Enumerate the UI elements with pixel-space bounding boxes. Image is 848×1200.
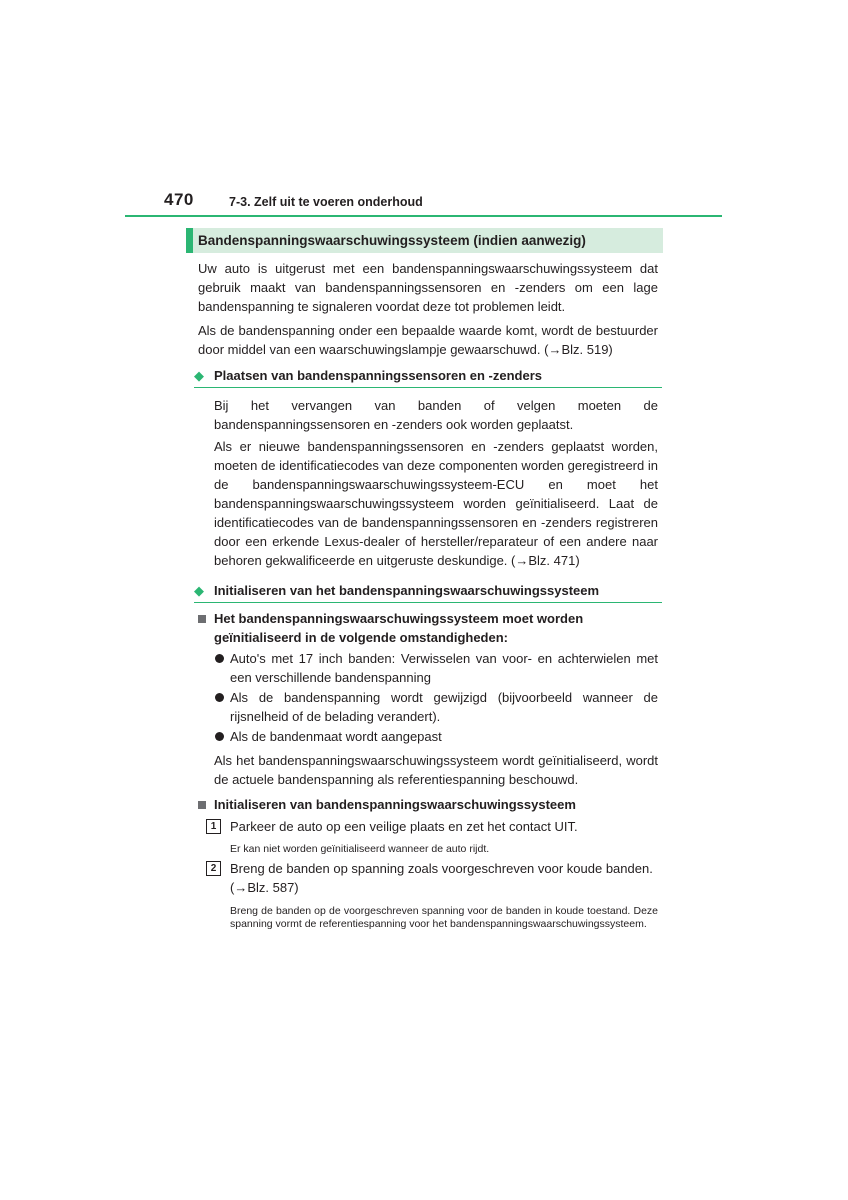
after-bullets-paragraph: Als het bandenspanningswaarschuwingssysteem wordt geïnitialiseerd, wordt de actuele bandenspanning als referentiespanning beschouwd. xyxy=(214,753,658,787)
conditions-list xyxy=(214,649,658,747)
section-title: Bandenspanningswaarschuwingssysteem (indien aanwezig) xyxy=(198,233,586,248)
square-heading-text: Het bandenspanningswaarschuwingssysteem moet worden geïnitialiseerd in de volgende omstandigheden: xyxy=(214,611,584,645)
square-heading-text: Initialiseren van bandenspanningswaarschuwingssysteem xyxy=(214,797,576,812)
list-item: Als de bandenmaat wordt aangepast xyxy=(214,727,658,746)
section-title-box xyxy=(186,228,663,253)
bullet-dot-icon xyxy=(215,693,224,702)
subheading-sensors xyxy=(194,365,662,388)
square-bullet-icon xyxy=(198,801,206,809)
step-text: Breng de banden op spanning zoals voorgeschreven voor koude banden. (→Blz. 587) xyxy=(230,861,653,895)
subheading-label: Plaatsen van bandenspanningssensoren en -zenders xyxy=(214,368,542,383)
list-item: Auto's met 17 inch banden: Verwisselen van voor- en achterwielen met een verschillende bandenspanning xyxy=(214,649,658,687)
step-number: 2 xyxy=(206,861,221,876)
subheading-label: Initialiseren van het bandenspanningswaarschuwingssysteem xyxy=(214,583,600,598)
step-1-note: Er kan niet worden geïnitialiseerd wanneer de auto rijdt. xyxy=(230,843,490,855)
page-number: 470 xyxy=(164,190,194,209)
diamond-icon: ◆ xyxy=(194,583,204,598)
bullet-dot-icon xyxy=(215,654,224,663)
square-bullet-icon xyxy=(198,615,206,623)
step-text: Parkeer de auto op een veilige plaats en zet het contact UIT. xyxy=(230,819,578,834)
step-number: 1 xyxy=(206,819,221,834)
bullet-dot-icon xyxy=(215,732,224,741)
sensors-paragraph-2: Als er nieuwe bandenspanningssensoren en -zenders geplaatst worden, moeten de identificatiecodes van deze componenten worden geregistreerd in de bandenspanningswaarschuwingssysteem-ECU en moet het bandenspanningswaarschuwingssysteem worden geïnitialiseerd. Laat de identificatiecodes van de bandenspanningssensoren en -zenders registreren door een erkende Lexus-dealer of hersteller/reparateur of een andere naar behoren gekwalificeerde en uitgeruste deskundige. (→Blz. 471) xyxy=(214,439,658,568)
header-divider xyxy=(125,215,722,217)
page-content xyxy=(186,228,666,930)
intro-paragraph-2: Als de bandenspanning onder een bepaalde waarde komt, wordt de bestuurder door middel van een waarschuwingslampje gewaarschuwd. (→Blz. 519) xyxy=(198,323,658,357)
page-header xyxy=(0,0,848,220)
diamond-icon: ◆ xyxy=(194,368,204,383)
step-2-note: Breng de banden op de voorgeschreven spanning voor de banden in koude toestand. Deze spanning vormt de referentiespanning voor het bandenspanningswaarschuwingssysteem. xyxy=(230,905,658,930)
list-item: Als de bandenspanning wordt gewijzigd (bijvoorbeeld wanneer de rijsnelheid of de belading verandert). xyxy=(214,688,658,726)
sensors-paragraph-1: Bij het vervangen van banden of velgen moeten de bandenspanningssensoren en -zenders ook worden geplaatst. xyxy=(214,398,658,432)
intro-paragraph-1: Uw auto is uitgerust met een bandenspanningswaarschuwingssysteem dat gebruik maakt van bandenspanningssensoren en -zenders om een lage bandenspanning te signaleren voordat deze tot problemen leidt. xyxy=(198,261,658,314)
section-reference: 7-3. Zelf uit te voeren onderhoud xyxy=(229,195,423,209)
subheading-initialize xyxy=(194,580,662,603)
